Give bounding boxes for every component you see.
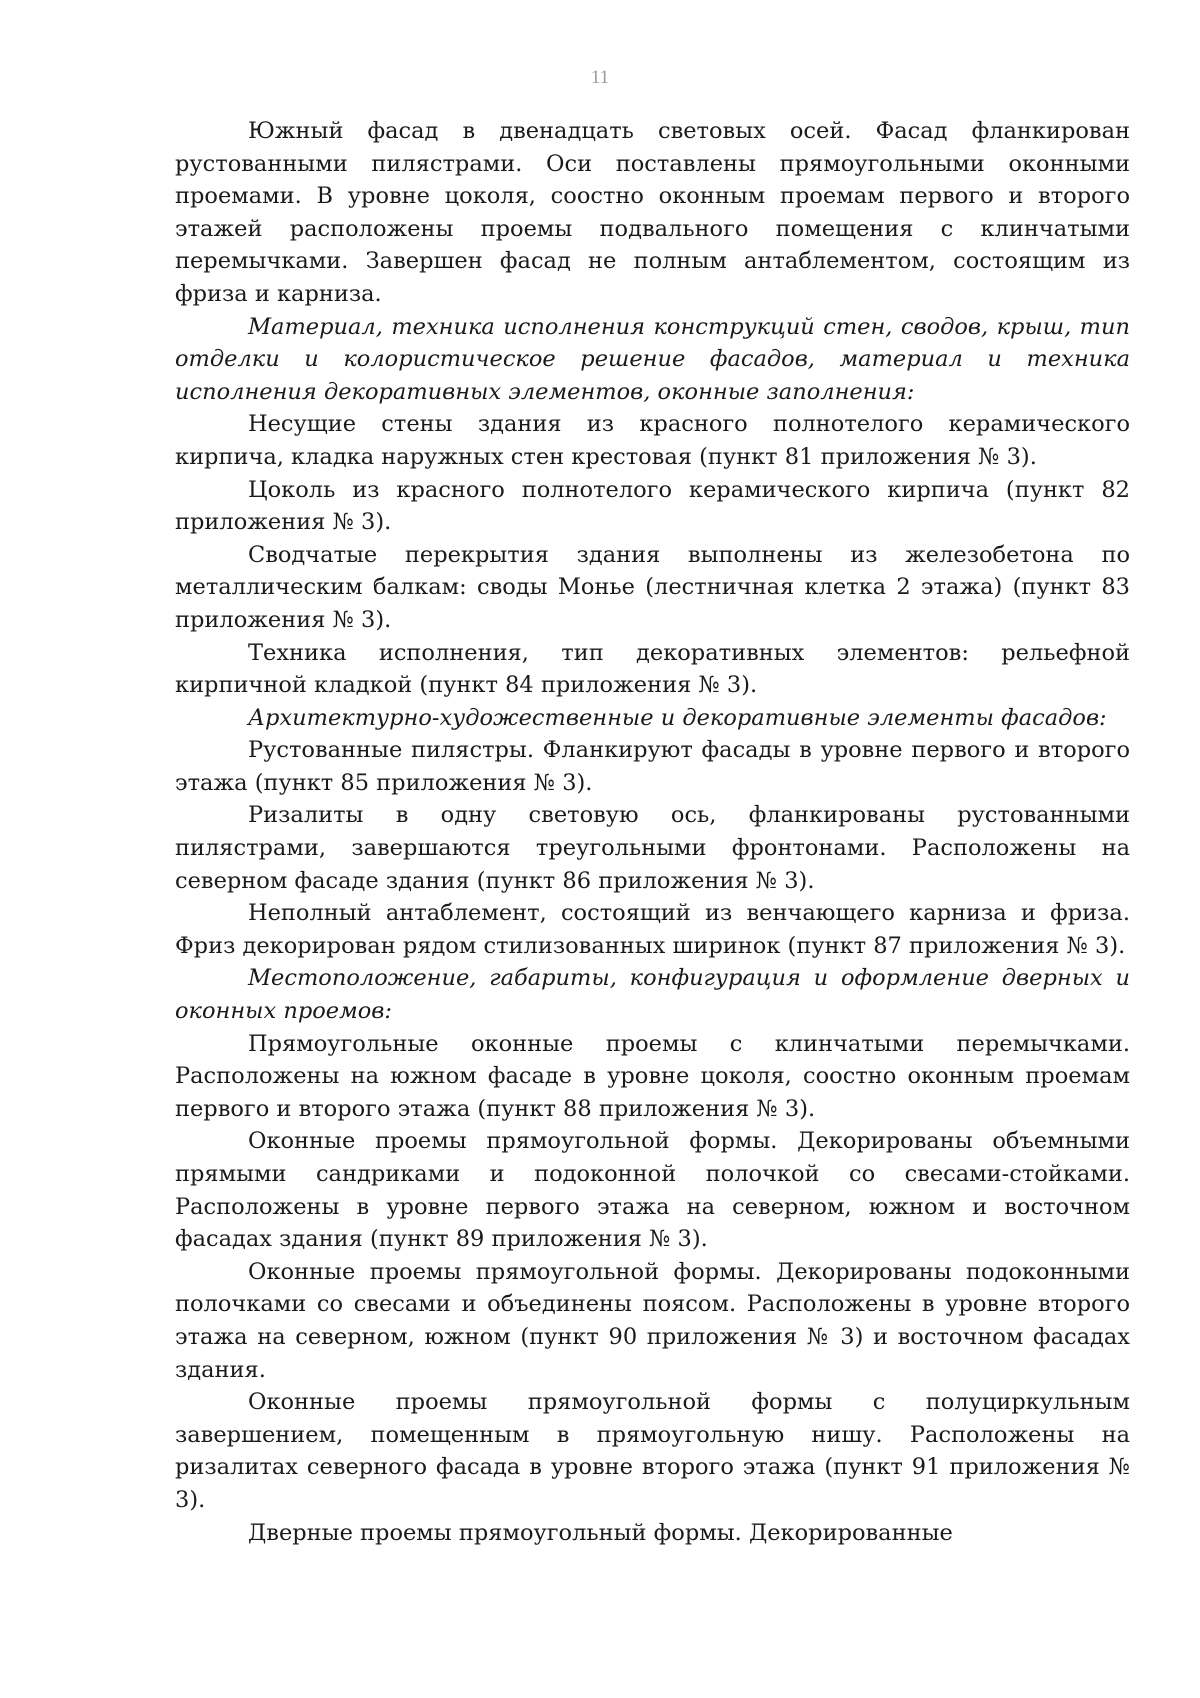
document-body [175, 115, 1130, 1549]
heading-decorative-elements: Архитектурно-художественные и декоративные элементы фасадов: [248, 704, 1107, 731]
paragraph-risalits: Ризалиты в одну световую ось, фланкированы рустованными пилястрами, завершаются треугольными фронтонами. Расположены на северном фасаде здания (пункт 86 приложения № 3). [175, 802, 1130, 894]
paragraph-first-floor-windows: Оконные проемы прямоугольной формы. Декорированы объемными прямыми сандриками и подоконной полочкой со свесами-стойками. Расположены в уровне первого этажа на северном, южном и восточном фасадах здания (пункт 89 приложения № 3). [175, 1128, 1130, 1253]
paragraph-pilasters: Рустованные пилястры. Фланкируют фасады в уровне первого и второго этажа (пункт 85 приложения № 3). [175, 737, 1130, 796]
paragraph-basement-windows: Прямоугольные оконные проемы с клинчатыми перемычками. Расположены на южном фасаде в уровне цоколя, соостно оконным проемам первого и второго этажа (пункт 88 приложения № 3). [175, 1030, 1130, 1122]
paragraph-entablature: Неполный антаблемент, состоящий из венчающего карниза и фриза. Фриз декорирован рядом стилизованных ширинок (пункт 87 приложения № 3). [175, 900, 1130, 959]
heading-openings: Местоположение, габариты, конфигурация и оформление дверных и оконных проемов: [175, 965, 1130, 1025]
paragraph-plinth: Цоколь из красного полнотелого керамического кирпича (пункт 82 приложения № 3). [175, 476, 1130, 536]
heading-materials: Материал, техника исполнения конструкций стен, сводов, крыш, тип отделки и колористическое решение фасадов, материал и техника исполнения декоративных элементов, оконные заполнения: [175, 313, 1130, 405]
paragraph-second-floor-windows: Оконные проемы прямоугольной формы. Декорированы подоконными полочками со свесами и объединены поясом. Расположены в уровне второго этажа на северном, южном (пункт 90 приложения № 3) и восточном фасадах здания. [175, 1258, 1130, 1383]
paragraph-vaulted-ceilings: Сводчатые перекрытия здания выполнены из железобетона по металлическим балкам: своды Монье (лестничная клетка 2 этажа) (пункт 83 приложения № 3). [175, 541, 1130, 633]
page-number: 11 [590, 67, 610, 88]
paragraph-decor-technique: Техника исполнения, тип декоративных элементов: рельефной кирпичной кладкой (пункт 84 приложения № 3). [175, 639, 1130, 699]
paragraph-south-facade: Южный фасад в двенадцать световых осей. Фасад фланкирован рустованными пилястрами. Оси поставлены прямоугольными оконными проемами. В уровне цоколя, соостно оконным проемам первого и второго этажей расположены проемы подвального помещения с клинчатыми перемычками. Завершен фасад не полным антаблементом, состоящим из фриза и карниза. [175, 118, 1130, 307]
paragraph-bearing-walls: Несущие стены здания из красного полнотелого керамического кирпича, кладка наружных стен крестовая (пункт 81 приложения № 3). [175, 411, 1130, 470]
paragraph-door-openings: Дверные проемы прямоугольный формы. Декорированные [248, 1519, 953, 1546]
paragraph-arched-windows: Оконные проемы прямоугольной формы с полуциркульным завершением, помещенным в прямоугольную нишу. Расположены на ризалитах северного фасада в уровне второго этажа (пункт 91 приложения № 3). [175, 1389, 1130, 1513]
